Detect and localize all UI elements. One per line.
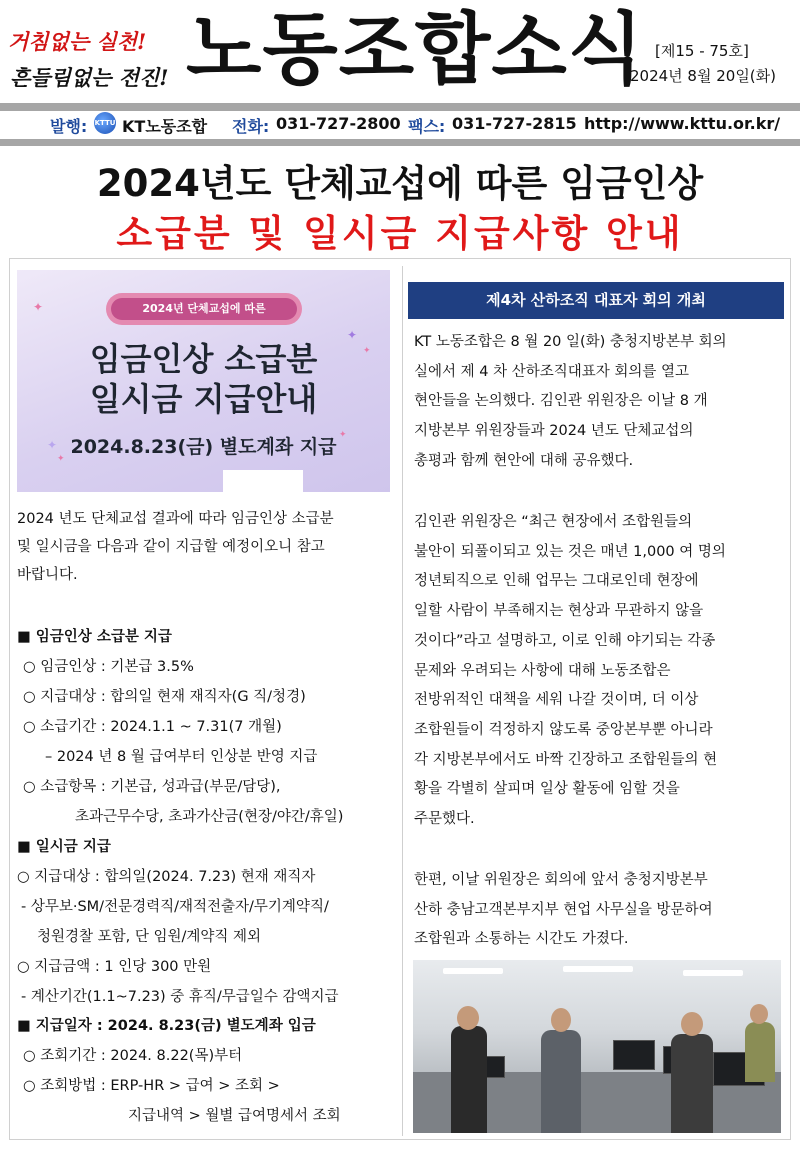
wage-retro-item: 초과근무수당, 초과가산금(현장/야간/휴일) (75, 809, 344, 825)
article-line: 총평과 함께 현안에 대해 공유했다. (414, 452, 634, 469)
article-paragraph-2 (414, 508, 782, 835)
slogan-line-1: 거침없는 실천! (8, 29, 147, 54)
promo-title-line-1: 임금인상 소급분 (89, 340, 318, 378)
sparkle-icon: ✦ (33, 300, 44, 314)
left-intro (17, 505, 392, 589)
article-line: 정년퇴직으로 인해 업무는 그대로인데 현장에 (414, 573, 699, 590)
sparkle-icon: ✦ (347, 328, 358, 342)
slogan-line-2: 흔들림없는 전진! (10, 65, 169, 90)
lump-sum-item: - 상무보·SM/전문경력직/재적전출자/무기계약직/ (21, 899, 329, 915)
article-line: 조합원들이 걱정하지 않도록 중앙본부뿐 아니라 (414, 721, 713, 738)
article-line: 실에서 제 4 차 산하조직대표자 회의를 열고 (414, 363, 689, 380)
sparkle-icon: ✦ (47, 438, 58, 452)
headline-line-2: 소급분 및 일시금 지급사항 안내 (116, 212, 684, 255)
promo-white-bar (223, 470, 303, 492)
article-header: 제4차 산하조직 대표자 회의 개최 (408, 282, 784, 319)
wage-retro-item: ○ 임금인상 : 기본급 3.5% (23, 659, 194, 675)
article-line: 것이다”라고 설명하고, 이로 인해 야기되는 각종 (414, 632, 716, 649)
ceiling-light (443, 968, 503, 974)
wage-retro-item: ○ 소급기간 : 2024.1.1 ~ 7.31(7 개월) (23, 719, 282, 735)
promo-banner (17, 270, 390, 492)
ceiling-light (563, 966, 633, 972)
article-line: 지방본부 위원장들과 2024 년도 단체교섭의 (414, 423, 694, 440)
intro-line: 및 일시금을 다음과 같이 지급할 예정이오니 참고 (17, 539, 325, 555)
wage-retro-item: ○ 소급항목 : 기본급, 성과급(부문/담당), (23, 779, 281, 795)
person-head (681, 1012, 703, 1036)
payment-date-item: 지급내역 > 월별 급여명세서 조회 (128, 1108, 341, 1124)
sparkle-icon: ✦ (363, 346, 371, 356)
person-figure (671, 1034, 713, 1133)
lump-sum-item: ○ 지급금액 : 1 인당 300 만원 (17, 959, 212, 975)
top-divider-bar (0, 103, 800, 111)
phone-number: 031-727-2800 (276, 114, 401, 133)
intro-line: 바랍니다. (17, 567, 78, 583)
article-line: 조합원과 소통하는 시간도 가졌다. (414, 931, 629, 948)
wage-retro-item: – 2024 년 8 월 급여부터 인상분 반영 지급 (45, 749, 318, 765)
article-line: KT 노동조합은 8 월 20 일(화) 충청지방본부 회의 (414, 334, 727, 350)
lump-sum-item: ○ 지급대상 : 합의일(2024. 7.23) 현재 재직자 (17, 869, 316, 885)
article-paragraph-3 (414, 866, 782, 955)
promo-payment-date: 2024.8.23(금) 별도계좌 지급 (70, 436, 337, 458)
article-line: 전방위적인 대책을 세워 나갈 것이며, 더 이상 (414, 692, 699, 709)
lump-sum-item: - 계산기간(1.1~7.23) 중 휴직/무급일수 감액지급 (21, 989, 339, 1005)
publisher-label: 발행: (50, 117, 88, 136)
article-line: 각 지방본부에서도 바짝 긴장하고 조합원들의 현 (414, 751, 718, 768)
kttu-logo-icon: KTTU (94, 112, 116, 134)
fax-number: 031-727-2815 (452, 114, 577, 133)
intro-line: 2024 년도 단체교섭 결과에 따라 임금인상 소급분 (17, 511, 334, 527)
publisher-info-bar (0, 111, 800, 137)
payment-date-item: ○ 조회기간 : 2024. 8.22(목)부터 (23, 1048, 243, 1064)
column-divider (402, 266, 403, 1136)
section-title-lump-sum: ■ 일시금 지급 (17, 839, 111, 855)
article-line: 문제와 우려되는 사항에 대해 노동조합은 (414, 662, 671, 679)
promo-title-line-2: 일시금 지급안내 (89, 380, 318, 418)
payment-date-item: ○ 조회방법 : ERP-HR > 급여 > 조회 > (23, 1078, 280, 1094)
person-head (750, 1004, 768, 1024)
article-line: 김인관 위원장은 “최근 현장에서 조합원들의 (414, 514, 693, 530)
person-figure (745, 1022, 775, 1082)
promo-pill-label: 2024년 단체교섭에 따른 (111, 298, 297, 320)
website-link[interactable]: http://www.kttu.or.kr/ (584, 114, 781, 133)
person-head (457, 1006, 479, 1030)
person-figure (451, 1026, 487, 1133)
article-line: 일할 사람이 부족해지는 현상과 무관하지 않을 (414, 603, 704, 620)
wage-retro-item: ○ 지급대상 : 합의일 현재 재직자(G 직/청경) (23, 689, 306, 705)
article-line: 불안이 되풀이되고 있는 것은 매년 1,000 여 명의 (414, 543, 726, 560)
person-figure (541, 1030, 581, 1133)
headline-line-1: 2024년도 단체교섭에 따른 임금인상 (96, 162, 704, 205)
fax-label: 팩스: (408, 117, 446, 136)
article-line: 주문했다. (414, 811, 475, 828)
article-line: 현안들을 논의했다. 김인관 위원장은 이날 8 개 (414, 393, 708, 410)
sparkle-icon: ✦ (339, 430, 347, 440)
office-visit-photo (413, 960, 781, 1133)
bottom-divider-bar (0, 139, 800, 146)
ceiling-light (683, 970, 743, 976)
sparkle-icon: ✦ (57, 454, 65, 464)
article-line: 한편, 이날 위원장은 회의에 앞서 충청지방본부 (414, 872, 708, 888)
publisher-name: KT노동조합 (122, 117, 208, 136)
monitor (613, 1040, 655, 1070)
lump-sum-item: 청원경찰 포함, 단 임원/계약직 제외 (37, 929, 262, 945)
phone-label: 전화: (232, 117, 270, 136)
section-title-payment-date: ■ 지급일자 : 2024. 8.23(금) 별도계좌 입금 (17, 1018, 316, 1034)
article-paragraph-1 (414, 328, 782, 477)
person-head (551, 1008, 571, 1032)
article-line: 산하 충남고객본부지부 현업 사무실을 방문하여 (414, 901, 713, 918)
issue-date: 2024년 8월 20일(화) (630, 67, 777, 85)
newsletter-title: 노동조합소식 (186, 5, 645, 95)
issue-number: [제15 - 75호] (655, 42, 749, 60)
article-line: 황을 각별히 살피며 일상 활동에 임할 것을 (414, 781, 680, 798)
section-title-wage-retro: ■ 임금인상 소급분 지급 (17, 629, 172, 645)
